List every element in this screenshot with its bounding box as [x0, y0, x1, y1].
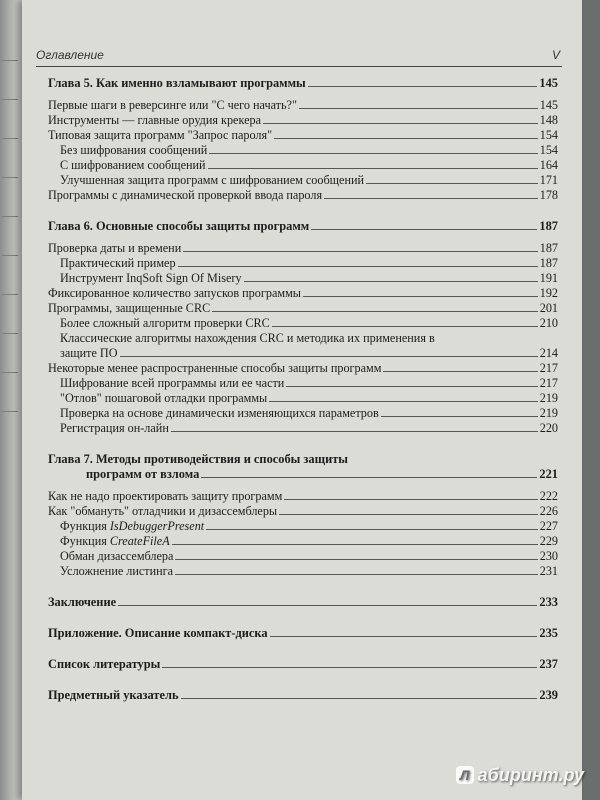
- toc-subentry: [48, 173, 558, 188]
- toc-page-number: 221: [539, 467, 558, 481]
- toc-page-number: 192: [539, 286, 558, 300]
- toc-entry-title: Предметный указатель: [48, 688, 179, 702]
- toc-subentry: [48, 271, 558, 286]
- toc-leader: [303, 286, 538, 297]
- toc-page-number: 230: [539, 549, 558, 563]
- toc-entry-title: Глава 5. Как именно взламывают программы: [48, 76, 306, 90]
- toc-entry-title: Классические алгоритмы нахождения CRC и методика их применения в: [60, 331, 435, 345]
- toc-entry: [48, 301, 558, 316]
- toc-entry-title: Регистрация он-лайн: [60, 421, 169, 435]
- toc-page-number: 187: [539, 219, 558, 233]
- toc-page-number: 171: [539, 173, 558, 187]
- spine-lines: [2, 60, 18, 450]
- toc-leader: [172, 534, 538, 545]
- toc-entry-function-name: CreateFileA: [109, 534, 170, 548]
- toc-spacer: [48, 436, 558, 452]
- toc-page-number: 231: [539, 564, 558, 578]
- toc-entry-prefix: Функция: [60, 534, 110, 548]
- toc-page-number: 220: [539, 421, 558, 435]
- toc-entry-title: Обман дизассемблера: [60, 549, 174, 563]
- toc-entry-line: [48, 331, 558, 346]
- toc-entry-title: Без шифрования сообщений: [60, 143, 208, 157]
- toc-page-number: 187: [539, 241, 558, 255]
- toc-page-number: 233: [539, 595, 558, 609]
- toc-subentry: [48, 143, 558, 158]
- toc-page-number: 239: [539, 688, 558, 702]
- toc-page-number: 164: [539, 158, 558, 172]
- toc-entry-title: Некоторые менее распространенные способы защиты программ: [48, 361, 382, 375]
- toc-page-number: 222: [539, 489, 558, 503]
- toc-leader: [270, 626, 538, 637]
- toc-entry-title: Инструменты — главные орудия крекера: [48, 113, 261, 127]
- toc-spacer: [48, 641, 558, 657]
- toc-entry-title: программ от взлома: [86, 467, 200, 481]
- toc-chapter-entry: [48, 688, 558, 703]
- toc-entry-function-name: IsDebuggerPresent: [109, 519, 205, 533]
- toc-leader: [244, 271, 538, 282]
- toc-page-number: 227: [539, 519, 558, 533]
- toc-entry-title: Более сложный алгоритм проверки CRC: [60, 316, 270, 330]
- toc-leader: [263, 113, 538, 124]
- toc-leader: [206, 519, 538, 530]
- toc-page-number: 219: [539, 406, 558, 420]
- toc-chapter-entry: [48, 657, 558, 672]
- toc-subentry: [48, 564, 558, 579]
- toc-chapter-entry: [48, 452, 558, 482]
- toc-subentry: [48, 256, 558, 271]
- toc-leader: [181, 688, 538, 699]
- toc-page-number: 210: [539, 316, 558, 330]
- toc-page-number: 229: [539, 534, 558, 548]
- toc-chapter-entry: [48, 626, 558, 641]
- toc-chapter-entry: [48, 219, 558, 234]
- toc-entry-title: [60, 534, 170, 549]
- toc-leader: [324, 188, 538, 199]
- toc-chapter-entry: [48, 76, 558, 91]
- toc-entry: [48, 489, 558, 504]
- toc-entry-line: [48, 467, 558, 482]
- book-page: [22, 0, 582, 800]
- toc-entry-prefix: Функция: [60, 519, 110, 533]
- toc-chapter-entry: [48, 595, 558, 610]
- toc-entry: [48, 241, 558, 256]
- toc-page-number: 214: [539, 346, 558, 360]
- toc-leader: [201, 467, 537, 478]
- toc-leader: [299, 98, 538, 109]
- toc-leader: [175, 549, 537, 560]
- toc-leader: [120, 346, 538, 357]
- toc-entry-title: Как не надо проектировать защиту программ: [48, 489, 283, 503]
- toc-leader: [284, 489, 537, 500]
- toc-page-number: 145: [539, 76, 558, 90]
- toc-subentry: [48, 316, 558, 331]
- toc-entry: [48, 128, 558, 143]
- watermark-logo: Л: [456, 766, 474, 784]
- toc-leader: [118, 595, 537, 606]
- header-title: Оглавление: [36, 48, 104, 62]
- toc-leader: [269, 391, 537, 402]
- toc-leader: [383, 361, 537, 372]
- toc-page-number: 191: [539, 271, 558, 285]
- watermark-text: абиринт.ру: [477, 765, 584, 785]
- running-header: [36, 48, 562, 67]
- toc-entry-title: Улучшенная защита программ с шифрованием сообщений: [60, 173, 365, 187]
- toc-entry-title: защите ПО: [60, 346, 118, 360]
- toc-leader: [178, 256, 538, 267]
- toc-leader: [308, 76, 538, 87]
- toc-entry-title: Практический пример: [60, 256, 176, 270]
- toc-entry-title: [60, 519, 204, 534]
- toc-spacer: [48, 482, 558, 489]
- toc-leader: [366, 173, 538, 184]
- toc-entry: [48, 98, 558, 113]
- toc-spacer: [48, 672, 558, 688]
- toc-subentry: [48, 421, 558, 436]
- toc-spacer: [48, 203, 558, 219]
- toc-entry: [48, 361, 558, 376]
- toc-leader: [183, 241, 538, 252]
- toc-page-number: 148: [539, 113, 558, 127]
- toc-entry-title: Проверка даты и времени: [48, 241, 182, 255]
- toc-entry-title: Усложнение листинга: [60, 564, 174, 578]
- toc-leader: [212, 301, 538, 312]
- header-page-number: V: [551, 48, 560, 62]
- book-spine: [0, 0, 22, 800]
- toc-subentry: [48, 331, 558, 361]
- toc-leader: [311, 219, 537, 230]
- toc-page-number: 187: [539, 256, 558, 270]
- toc-entry: [48, 286, 558, 301]
- toc-spacer: [48, 579, 558, 595]
- toc-page-number: 145: [539, 98, 558, 112]
- toc-entry-line: [48, 346, 558, 361]
- toc-entry-title: Глава 6. Основные способы защиты программ: [48, 219, 310, 233]
- toc-page-number: 217: [539, 361, 558, 375]
- toc-leader: [381, 406, 538, 417]
- toc-entry-title: Шифрование всей программы или ее части: [60, 376, 285, 390]
- toc-subentry: [48, 534, 558, 549]
- toc-page-number: 201: [539, 301, 558, 315]
- watermark: [456, 765, 584, 786]
- toc-leader: [272, 316, 538, 327]
- toc-entry-title: Программы, защищенные CRC: [48, 301, 211, 315]
- toc-leader: [175, 564, 538, 575]
- toc-spacer: [48, 610, 558, 626]
- toc-leader: [286, 376, 537, 387]
- toc-leader: [279, 504, 538, 515]
- toc-subentry: [48, 519, 558, 534]
- toc-page-number: 217: [539, 376, 558, 390]
- toc-page-number: 154: [539, 128, 558, 142]
- toc-page-number: 226: [539, 504, 558, 518]
- toc-entry-title: Типовая защита программ "Запрос пароля": [48, 128, 273, 142]
- toc-entry-title: Заключение: [48, 595, 117, 609]
- toc-spacer: [48, 234, 558, 241]
- toc-entry-title: Список литературы: [48, 657, 161, 671]
- toc-entry-title: Как "обмануть" отладчики и дизассемблеры: [48, 504, 278, 518]
- toc-entry: [48, 504, 558, 519]
- toc-entry-title: Глава 7. Методы противодействия и способы защиты: [48, 452, 348, 466]
- toc-entry-title: "Отлов" пошаговой отладки программы: [60, 391, 268, 405]
- toc-entry-title: Фиксированное количество запусков программы: [48, 286, 301, 300]
- toc-entry-title: Программы с динамической проверкой ввода пароля: [48, 188, 323, 202]
- toc-entry-title: Первые шаги в реверсинге или "С чего начать?": [48, 98, 297, 112]
- toc-entry-title: Приложение. Описание компакт-диска: [48, 626, 268, 640]
- toc-entry-title: С шифрованием сообщений: [60, 158, 206, 172]
- toc-page-number: 235: [539, 626, 558, 640]
- toc-leader: [209, 143, 537, 154]
- toc-page-number: 178: [539, 188, 558, 202]
- toc-leader: [274, 128, 538, 139]
- toc-page-number: 219: [539, 391, 558, 405]
- toc-entry: [48, 188, 558, 203]
- table-of-contents: [48, 76, 558, 703]
- toc-subentry: [48, 158, 558, 173]
- toc-page-number: 237: [539, 657, 558, 671]
- toc-entry-title: Инструмент InqSoft Sign Of Misery: [60, 271, 242, 285]
- toc-leader: [208, 158, 538, 169]
- toc-page-number: 154: [539, 143, 558, 157]
- toc-subentry: [48, 549, 558, 564]
- toc-spacer: [48, 91, 558, 98]
- toc-subentry: [48, 391, 558, 406]
- toc-entry-title: Проверка на основе динамически изменяющихся параметров: [60, 406, 379, 420]
- toc-leader: [162, 657, 537, 668]
- toc-entry: [48, 113, 558, 128]
- toc-leader: [171, 421, 538, 432]
- toc-subentry: [48, 376, 558, 391]
- toc-subentry: [48, 406, 558, 421]
